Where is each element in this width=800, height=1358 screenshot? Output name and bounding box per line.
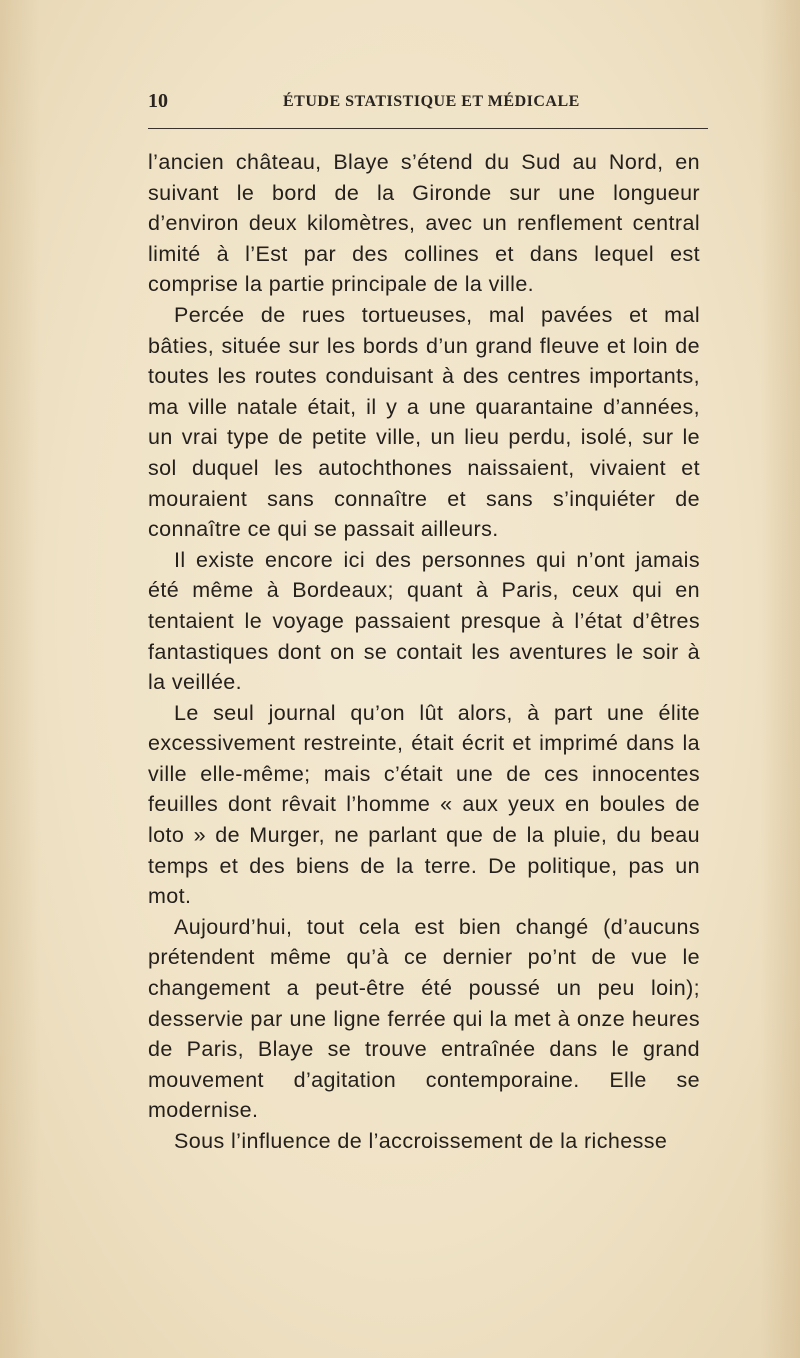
paragraph: Sous l’influence de l’accroissement de la richesse xyxy=(174,1129,668,1153)
body-text xyxy=(148,147,700,1157)
page-edge-shadow-left xyxy=(0,0,40,1358)
paragraph: Il existe encore ici des personnes qui n’ont jamais été même à Bordeaux; quant à Paris, ceux qui en tentaient le voyage passaient presque à l’état d’êtres fantastiques dont on se contait les aventures le soir à la veillée. xyxy=(148,547,700,695)
page-header xyxy=(148,90,708,120)
paragraph: Percée de rues tortueuses, mal pavées et mal bâties, située sur les bords d’un grand fleuve et loin de toutes les routes conduisant à des centres importants, ma ville natale était, il y a une quarantaine d’années, un vrai type de petite ville, un lieu perdu, isolé, sur le sol duquel les autochthones naissaient, vivaient et mouraient sans connaître et sans s’inquiéter de connaître ce qui se passait ailleurs. xyxy=(148,302,700,542)
header-rule xyxy=(148,128,708,129)
paragraph: Aujourd’hui, tout cela est bien changé (d’aucuns prétendent même qu’à ce dernier po’nt de vue le changement a peut-être été poussé un peu loin); desservie par une ligne ferrée qui la met à onze heures de Paris, Blaye se trouve entraînée dans le grand mouvement d’agitation contemporaine. Elle se modernise. xyxy=(148,914,700,1123)
paragraph: Le seul journal qu’on lût alors, à part une élite excessivement restreinte, était écrit et imprimé dans la ville elle-même; mais c’était une de ces innocentes feuilles dont rêvait l’homme « aux yeux en boules de loto » de Murger, ne parlant que de la pluie, du beau temps et des biens de la terre. De politique, pas un mot. xyxy=(148,700,700,909)
running-title: ÉTUDE STATISTIQUE ET MÉDICALE xyxy=(283,93,580,110)
paragraph: l’ancien château, Blaye s’étend du Sud au Nord, en suivant le bord de la Gironde sur une longueur d’environ deux kilomètres, avec un renflement central limité à l’Est par des collines et dans lequel est comprise la partie principale de la ville. xyxy=(148,150,700,297)
page-number: 10 xyxy=(148,90,168,112)
page-edge-shadow-right xyxy=(760,0,800,1358)
